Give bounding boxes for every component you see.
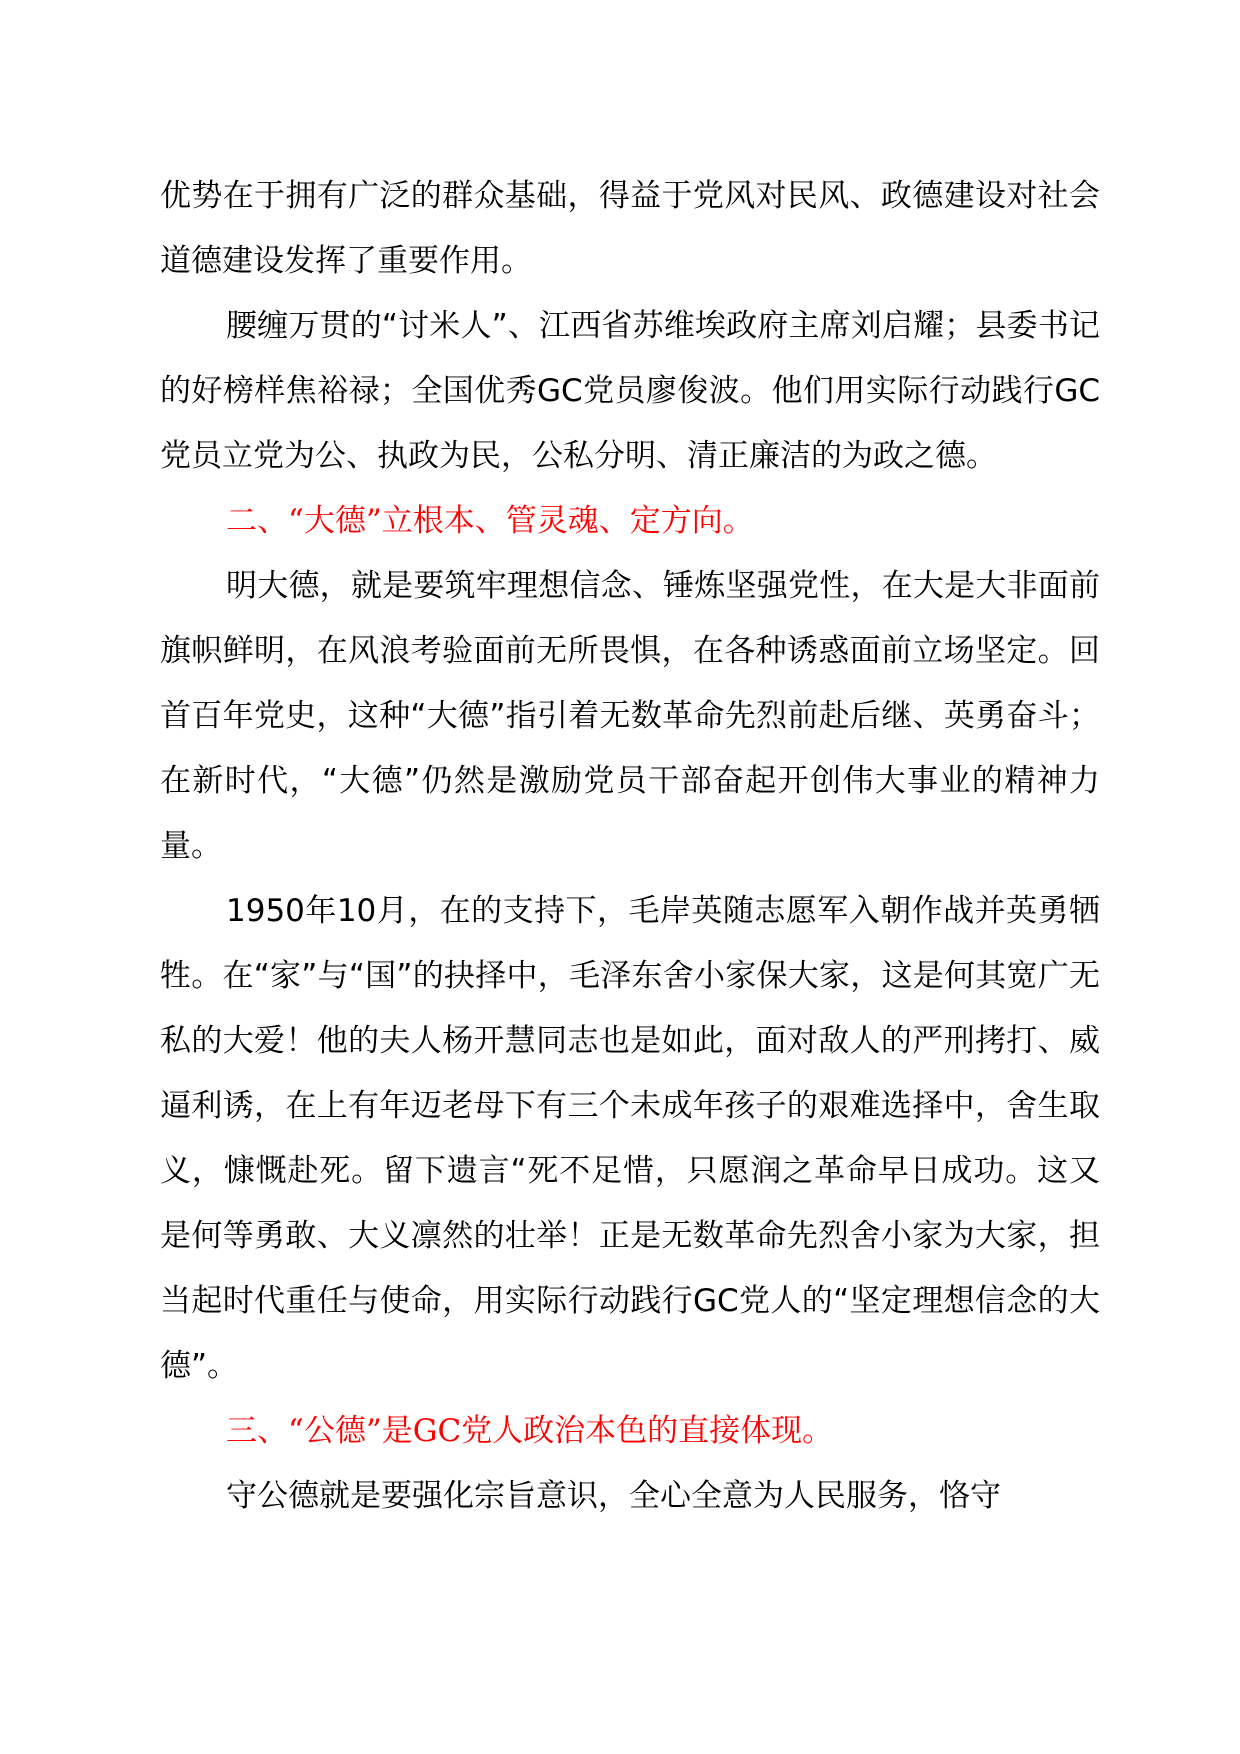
paragraph-2: 腰缠万贯的“讨米人”、江西省苏维埃政府主席刘启耀；县委书记的好榜样焦裕禄；全国优秀GC党员廖俊波。他们用实际行动践行GC党员立党为公、执政为民，公私分明、清正廉洁的为政之德。: [160, 308, 1100, 474]
paragraph-3: 明大德，就是要筑牢理想信念、锤炼坚强党性，在大是大非面前旗帜鲜明，在风浪考验面前无所畏惧，在各种诱惑面前立场坚定。回首百年党史，这种“大德”指引着无数革命先烈前赴后继、英勇奋斗；在新时代，“大德”仍然是激励党员干部奋起开创伟大事业的精神力量。: [160, 568, 1100, 864]
paragraph-4: 1950年10月，在的支持下，毛岸英随志愿军入朝作战并英勇牺牲。在“家”与“国”的抉择中，毛泽东舍小家保大家，这是何其宽广无私的大爱！他的夫人杨开慧同志也是如此，面对敌人的严刑拷打、威逼利诱，在上有年迈老母下有三个未成年孩子的艰难选择中，舍生取义，慷慨赴死。留下遗言“死不足惜，只愿润之革命早日成功。这又是何等勇敢、大义凛然的壮举！正是无数革命先烈舍小家为大家，担当起时代重任与使命，用实际行动践行GC党人的“坚定理想信念的大德”。: [160, 893, 1100, 1384]
section-heading-2: 二、“大德”立根本、管灵魂、定方向。: [226, 503, 754, 539]
document-body: [160, 164, 1100, 1529]
paragraph-5: 守公德就是要强化宗旨意识，全心全意为人民服务，恪守: [226, 1478, 1001, 1514]
paragraph-1: 优势在于拥有广泛的群众基础，得益于党风对民风、政德建设对社会道德建设发挥了重要作用。: [160, 178, 1100, 279]
section-heading-3: 三、“公德”是GC党人政治本色的直接体现。: [226, 1413, 834, 1449]
